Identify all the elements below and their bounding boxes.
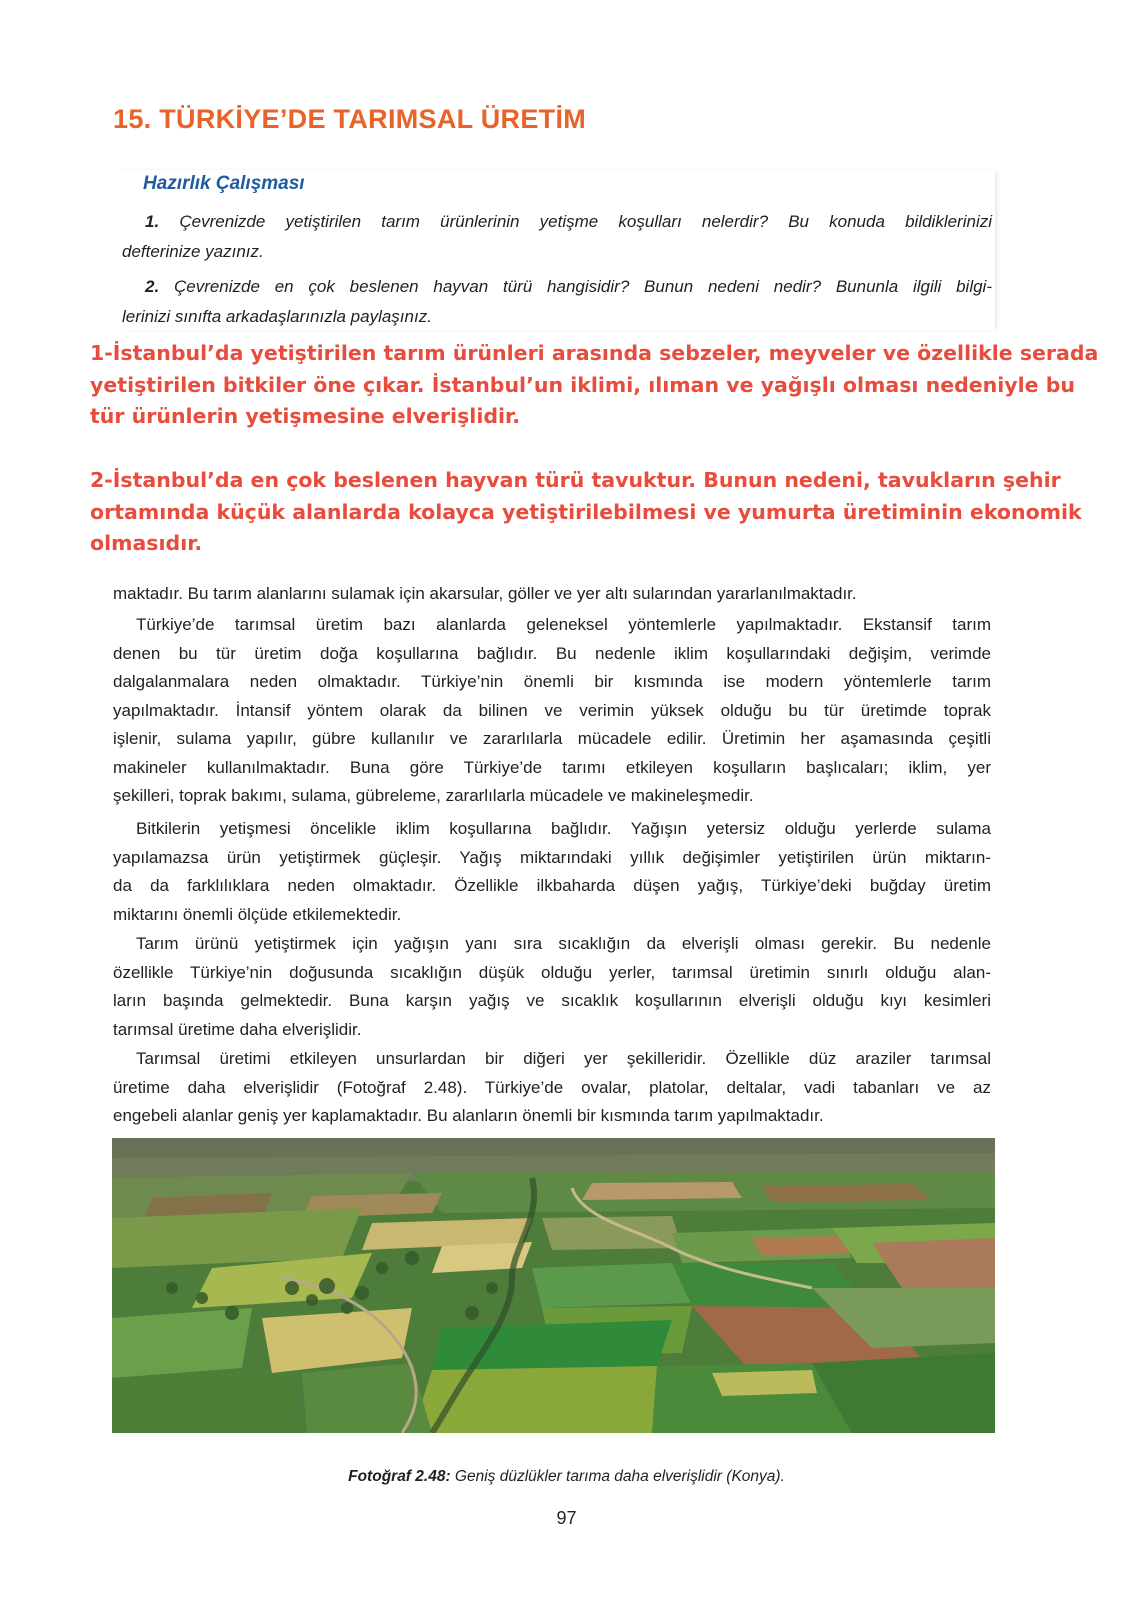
photo-caption xyxy=(0,1468,1133,1486)
question-2-number: 2. xyxy=(145,277,160,296)
paragraph-line: yapılamazsa ürün yetiştirmek güçleşir. Yağış miktarındaki yıllık değişimler yetiştirilen ürün miktarın- xyxy=(113,847,991,867)
paragraph-1 xyxy=(113,611,991,811)
paragraph-line: ların başında gelmektedir. Buna karşın yağış ve sıcaklık koşullarının elverişli olduğu kıyı kesimleri xyxy=(113,991,991,1010)
question-2-line-1 xyxy=(122,272,992,302)
answer-2 xyxy=(90,465,1090,560)
paragraph-line: engebeli alanlar geniş yer kaplamaktadır. Bu alanların önemli bir kısmında tarım yapılmaktadır. xyxy=(113,1106,824,1125)
paragraph-line: Türkiye’de tarımsal üretim bazı alanlarda geleneksel yöntemlerle yapılmaktadır. Ekstansif tarım xyxy=(136,615,991,634)
paragraph-2 xyxy=(113,815,991,929)
question-2-text: Çevrenizde en çok beslenen hayvan türü hangisidir? Bunun nedeni nedir? Bununla ilgili bilgi- xyxy=(159,277,992,296)
answer-1 xyxy=(90,338,1099,433)
paragraph-line: miktarını önemli ölçüde etkilemektedir. xyxy=(113,904,402,924)
chapter-title: 15. TÜRKİYE’DE TARIMSAL ÜRETİM xyxy=(113,104,587,134)
paragraph-continued: maktadır. Bu tarım alanlarını sulamak için akarsular, göller ve yer altı sularından yararlanılmaktadır. xyxy=(113,584,857,603)
paragraph-line: da da farklılıklara neden olmaktadır. Özellikle ilkbaharda düşen yağış, Türkiye’deki buğday üretim xyxy=(113,876,991,895)
paragraph-line: Bitkilerin yetişmesi öncelikle iklim koşullarına bağlıdır. Yağışın yetersiz olduğu yerlerde sulama xyxy=(136,819,991,838)
farmland-illustration xyxy=(112,1138,995,1433)
answer-1-line: tür ürünlerin yetişmesine elverişlidir. xyxy=(90,404,521,428)
paragraph-line: denen bu tür üretim doğa koşullarına bağlıdır. Bu nedenle iklim koşullarındaki değişim, verimde xyxy=(113,643,991,663)
aerial-farmland-photo xyxy=(112,1138,995,1433)
paragraph-line: şekilleri, toprak bakımı, sulama, gübreleme, zararlılarla mücadele ve makineleşmedir. xyxy=(113,786,754,805)
photo-caption-text: Geniş düzlükler tarıma daha elverişlidir (Konya). xyxy=(450,1468,785,1485)
question-1 xyxy=(122,207,992,267)
paragraph-line: yapılmaktadır. İntansif yöntem olarak da bilinen ve verimin yüksek olduğu bu tür üretimde toprak xyxy=(113,700,991,720)
answer-2-line: 2-İstanbul’da en çok beslenen hayvan türü tavuktur. Bunun nedeni, tavukların şehir xyxy=(90,468,1061,492)
answer-2-line: olmasıdır. xyxy=(90,531,203,555)
question-2-line-2: lerinizi sınıfta arkadaşlarınızla paylaşınız. xyxy=(122,307,432,326)
question-2 xyxy=(122,272,992,332)
paragraph-line: işlenir, sulama yapılır, gübre kullanılır ve zararlılarla mücadele edilir. Üretimin her aşamasında çeşitli xyxy=(113,729,991,748)
paragraph-4 xyxy=(113,1045,991,1131)
paragraph-line: tarımsal üretime daha elverişlidir. xyxy=(113,1019,362,1039)
paragraph-line: makineler kullanılmaktadır. Buna göre Türkiye’de tarımı etkileyen koşulların başlıcaları; iklim, yer xyxy=(113,757,991,777)
paragraph-line: dalgalanmalara neden olmaktadır. Türkiye’nin önemli bir kısmında ise modern yöntemlerle tarım xyxy=(113,672,991,691)
paragraph-line: Tarımsal üretimi etkileyen unsurlardan bir diğeri yer şekilleridir. Özellikle düz araziler tarımsal xyxy=(136,1049,991,1068)
answer-1-line: yetiştirilen bitkiler öne çıkar. İstanbul’un iklimi, ılıman ve yağışlı olması nedeniyle bu xyxy=(90,372,1075,397)
question-1-line-1 xyxy=(122,207,992,237)
paragraph-line: Tarım ürünü yetiştirmek için yağışın yanı sıra sıcaklığın da elverişli olması gerekir. Bu nedenle xyxy=(136,934,991,953)
question-1-line-2: defterinize yazınız. xyxy=(122,242,264,261)
paragraph-line: üretime daha elverişlidir (Fotoğraf 2.48). Türkiye’de ovalar, platolar, deltalar, vadi tabanları ve az xyxy=(113,1077,991,1097)
photo-caption-label: Fotoğraf 2.48: xyxy=(348,1468,451,1485)
paragraph-line: özellikle Türkiye’nin doğusunda sıcaklığın düşük olduğu yerler, tarımsal üretimin sınırlı olduğu alan- xyxy=(113,962,991,982)
preparation-heading: Hazırlık Çalışması xyxy=(143,173,305,194)
answer-1-line: 1-İstanbul’da yetiştirilen tarım ürünleri arasında sebzeler, meyveler ve özellikle serada xyxy=(90,341,1099,365)
page-number: 97 xyxy=(556,1508,577,1528)
question-1-text: Çevrenizde yetiştirilen tarım ürünlerinin yetişme koşulları nelerdir? Bu konuda bildiklerinizi xyxy=(159,212,992,231)
question-1-number: 1. xyxy=(145,212,160,231)
answer-2-line: ortamında küçük alanlarda kolayca yetiştirilebilmesi ve yumurta üretiminin ekonomik xyxy=(90,499,1082,524)
paragraph-3 xyxy=(113,930,991,1044)
